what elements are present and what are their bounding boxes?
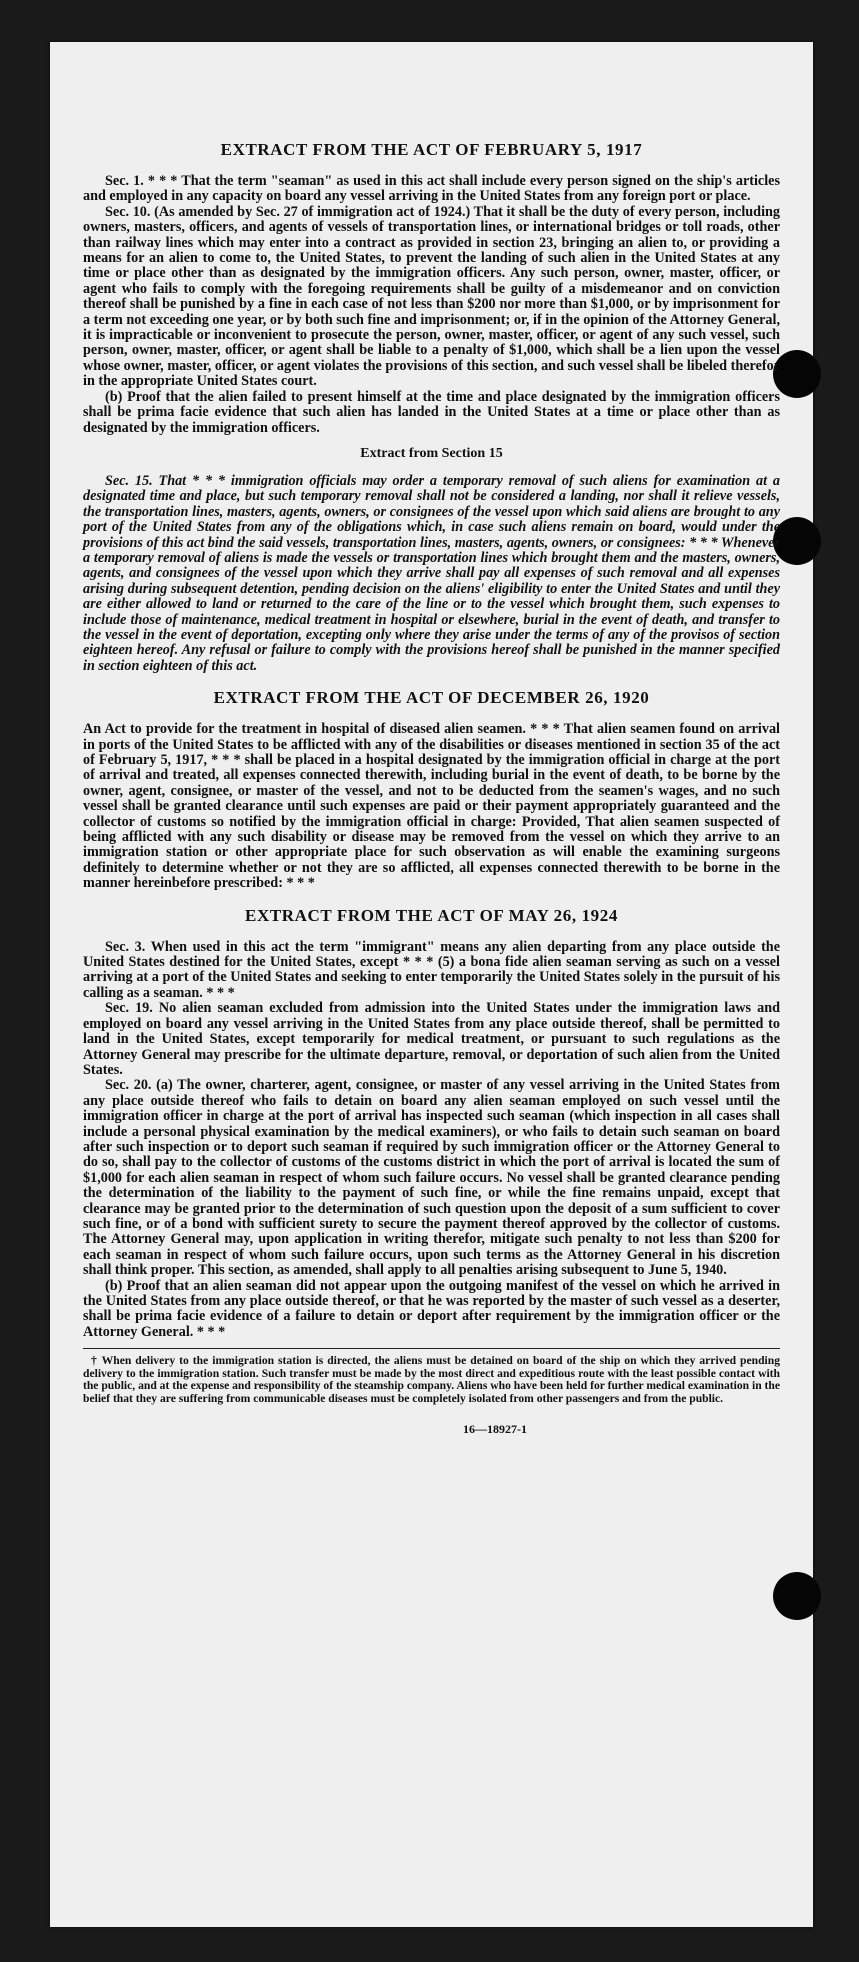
punch-hole-bottom — [773, 1572, 821, 1620]
document-page — [50, 42, 813, 1927]
heading-act-1924: EXTRACT FROM THE ACT OF MAY 26, 1924 — [245, 905, 618, 925]
paragraph-sec10-b: (b) Proof that the alien failed to present himself at the time and place designated by the immigration officers shall be prima facie evidence that such alien has landed in the United States at a time or place other than as designated by the immigration officers. — [83, 388, 780, 436]
paragraph-sec20: Sec. 20. (a) The owner, charterer, agent, consignee, or master of any vessel arriving in the United States from any place outside thereof who fails to detain on board any alien seaman employed on such vessel until the immigration officer in charge at the port of arrival has inspected such seaman (which inspection in all cases shall include a personal physical examination by the medical examiners), or who fails to detain such seaman on board after such inspection or to deport such seaman if required by such immigration officer or the Attorney General to do so, shall pay to the collector of customs of the customs district in which the port of arrival is located the sum of $1,000 for each alien seaman in respect of whom such failure occurs. No vessel shall be granted clearance pending the determination of the liability to the payment of such fine, or while the fine remains unpaid, except that clearance may be granted prior to the determination of such question upon the deposit of a sum sufficient to cover such fine, or of a bond with sufficient surety to secure the payment thereof approved by the collector of customs. The Attorney General may, upon application in writing therefor, mitigate such penalty to not less than $200 for each seaman in respect of whom such failure occurs, upon such terms as the Attorney General in his discretion shall think proper. This section, as amended, shall apply to all penalties arising subsequent to June 5, 1940. — [83, 1077, 780, 1279]
paragraph-sec19: Sec. 19. No alien seaman excluded from admission into the United States under the immigration laws and employed on board any vessel arriving in the United States from any place outside thereof, shall be permitted to land in the United States, except temporarily for medical treatment, or pursuant to such regulations as the Attorney General may prescribe for the ultimate departure, removal, or deportation of such alien from the United States. — [83, 1000, 780, 1078]
punch-hole-top — [773, 350, 821, 398]
document-body — [83, 140, 780, 1437]
punch-hole-middle — [773, 517, 821, 565]
paragraph-sec20-b: (b) Proof that an alien seaman did not appear upon the outgoing manifest of the vessel on which he arrived in the United States from any place outside thereof, or that he was reported by the master of such vessel as a deserter, shall be prima facie evidence of a failure to detain or deport after requirement by the immigration officer or the Attorney General. * * * — [83, 1277, 780, 1340]
paragraph-sec10: Sec. 10. (As amended by Sec. 27 of immigration act of 1924.) That it shall be the duty of every person, including owners, masters, officers, and agents of vessels of transportation lines, or international bridges or toll roads, other than railway lines which may enter into a contract as provided in section 23, bringing an alien to, or providing a means for an alien to come to, the United States, to prevent the landing of such alien in the United States at any time or place other than as designated by the immigration officers. Any such person, owner, master, officer, or agent who fails to comply with the foregoing requirements shall be guilty of a misdemeanor and on conviction thereof shall be punished by a fine in each case of not less than $200 nor more than $1,000, or by imprisonment for a term not exceeding one year, or by both such fine and imprisonment; or, if in the opinion of the Attorney General, it is impracticable or inconvenient to prosecute the person, owner, master, officer, or agent of any such vessel, such person, owner, master, officer, or agent shall be liable to a penalty of $1,000, which shall be a lien upon the vessel whose owner, master, officer, or agent violates the provisions of this section, and such vessel shall be libeled therefor in the appropriate United States court. — [83, 203, 780, 390]
heading-act-1917: EXTRACT FROM THE ACT OF FEBRUARY 5, 1917 — [220, 140, 643, 159]
footnote-divider — [83, 1348, 780, 1349]
paragraph-act-1920: An Act to provide for the treatment in hospital of diseased alien seamen. * * * That alien seamen found on arrival in ports of the United States to be afflicted with any of the disabilities or diseases mentioned in section 35 of the act of February 5, 1917, * * * shall be placed in a hospital designated by the immigration official in charge at the port of arrival and treated, all expenses connected therewith, including burial in the event of death, to be borne by the owner, agent, consignee, or master of the vessel, and not to be deducted from the seamen's wages, and no such vessel shall be granted clearance until such expenses are paid or their payment appropriately guaranteed and the collector of customs so notified by the immigration official in charge: Provided, That alien seamen suspected of being afflicted with any such disability or disease may be removed from the vessel on which they arrive to an immigration station or other appropriate place for such observation as will enable the examining surgeons definitely to determine whether or not they are so afflicted, all expenses connected therewith to be borne in the manner hereinbefore prescribed: * * * — [83, 721, 780, 892]
paragraph-sec3: Sec. 3. When used in this act the term "immigrant" means any alien departing from any place outside the United States destined for the United States, except * * * (5) a bona fide alien seaman serving as such on a vessel arriving at a port of the United States and seeking to enter temporarily the United States solely in the pursuit of his calling as a seaman. * * * — [83, 938, 780, 1001]
form-number: 16—18927-1 — [463, 1421, 527, 1436]
paragraph-sec15: Sec. 15. That * * * immigration officials may order a temporary removal of such aliens for examination at a designated time and place, but such temporary removal shall not be considered a landing, nor shall it relieve vessels, the transportation lines, masters, agents, owners, or consignees of the vessel upon which said aliens are brought to any port of the United States from any of the obligations which, in case such aliens remain on board, would under the provisions of this act bind the said vessels, transportation lines, masters, agents, owners, or consignees: * * * Whenever a temporary removal of aliens is made the vessels or transportation lines which brought them and the masters, owners, agents, and consignees of the vessel upon which they arrive shall pay all expenses of such removal and all expenses arising during subsequent detention, pending decision on the aliens' eligibility to enter the United States and until they are either allowed to land or returned to the care of the line or to the vessel which brought them, such expenses to include those of maintenance, medical treatment in hospital or elsewhere, burial in the event of death, and transfer to the vessel in the event of deportation, excepting only where they arise under the terms of any of the provisos of section eighteen hereof. Any refusal or failure to comply with the provisions hereof shall be punished in the manner specified in section eighteen of this act. — [83, 472, 780, 674]
heading-section-15: Extract from Section 15 — [360, 445, 503, 461]
paragraph-sec1: Sec. 1. * * * That the term "seaman" as used in this act shall include every person signed on the ship's articles and employed in any capacity on board any vessel arriving in the United States from any foreign port or place. — [83, 173, 780, 205]
heading-act-1920: EXTRACT FROM THE ACT OF DECEMBER 26, 1920 — [213, 688, 650, 708]
footnote: † When delivery to the immigration station is directed, the aliens must be detained on board of the ship on which they arrived pending delivery to the immigration station. Such transfer must be made by the most direct and expeditious route with the least possible contact with the public, and at the expense and responsibility of the steamship company. Aliens who have been held for further medical examination in the belief that they are suffering from communicable diseases must be completely isolated from other passengers and from the public. — [83, 1354, 780, 1405]
